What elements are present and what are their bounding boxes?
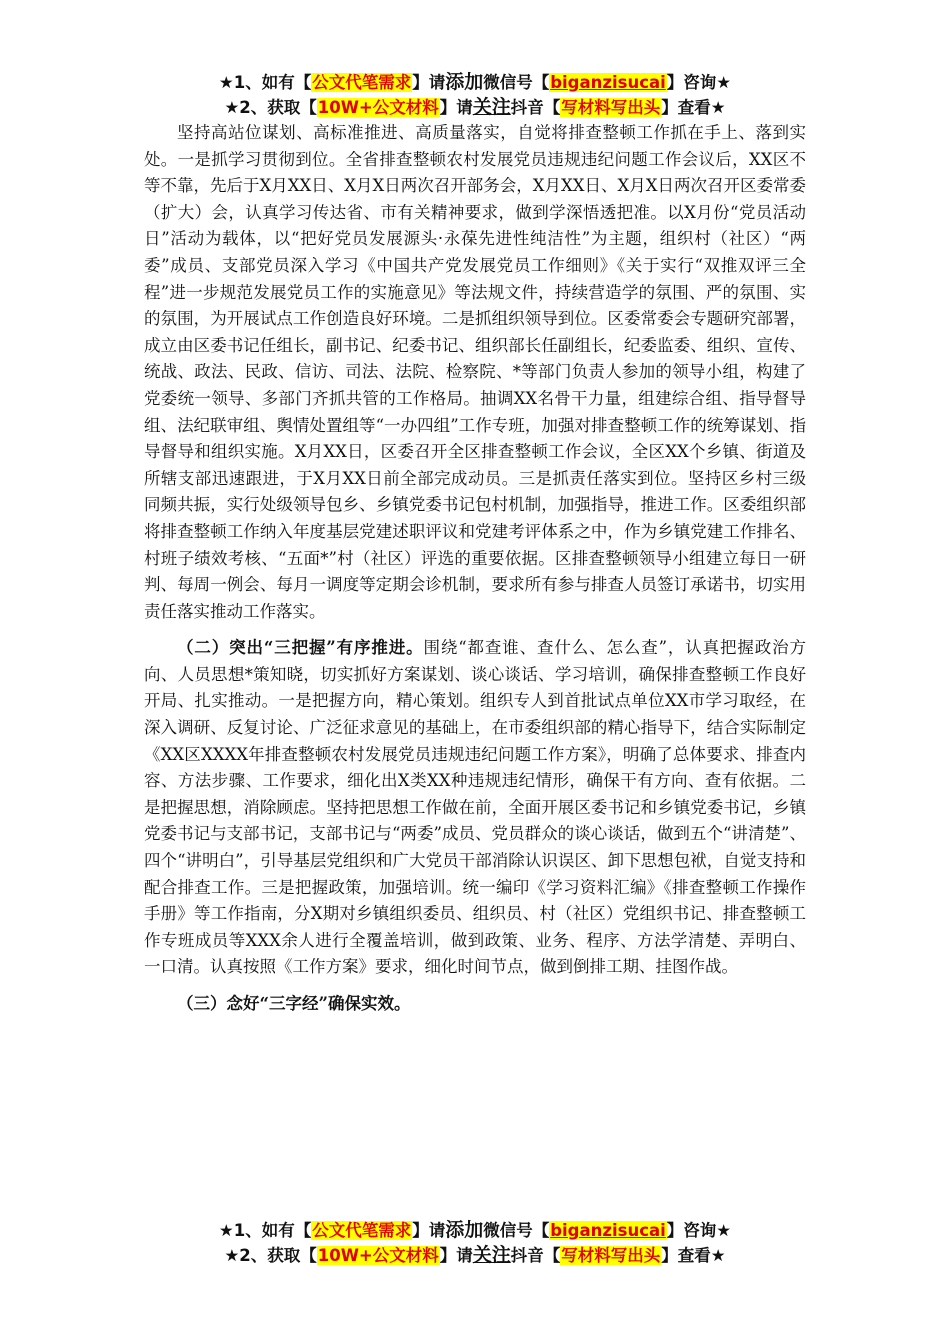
top-banner <box>140 70 810 120</box>
banner-line-2: ★2、获取【10W+公文材料】请关注抖音【写材料写出头】查看★ <box>224 96 726 118</box>
bottom-banner <box>140 1218 810 1268</box>
document-body <box>144 120 806 1018</box>
highlight-douyin[interactable]: 写材料写出头 <box>561 98 661 117</box>
banner-line-2-bottom: ★2、获取【10W+公文材料】请关注抖音【写材料写出头】查看★ <box>224 1244 726 1266</box>
section-heading-3: （三）念好“三字经”确保实效。 <box>177 994 411 1013</box>
paragraph-3 <box>144 991 806 1018</box>
paragraph-1: 坚持高站位谋划、高标准推进、高质量落实，自觉将排查整顿工作抓在手上、落到实处。一是抓学习贯彻到位。全省排查整顿农村发展党员违规违纪问题工作会议后，XX区不等不靠，先后于X月XX日、X月X日两次召开部务会，X月XX日、X月X日两次召开区委常委（扩大）会，认真学习传达省、市有关精神要求，做到学深悟透把准。以X月份“党员活动日”活动为载体，以“把好党员发展源头·永葆先进性纯洁性”为主题，组织村（社区）“两委”成员、支部党员深入学习《中国共产党发展党员工作细则》《关于实行“双推双评三全程”进一步规范发展党员工作的实施意见》等法规文件，持续营造学的氛围、严的氛围、实的氛围，为开展试点工作创造良好环境。二是抓组织领导到位。区委常委会专题研究部署，成立由区委书记任组长，副书记、纪委书记、组织部长任副组长，纪委监委、组织、宣传、统战、政法、民政、信访、司法、法院、检察院、*等部门负责人参加的领导小组，构建了党委统一领导、多部门齐抓共管的工作格局。抽调XX名骨干力量，组建综合组、指导督导组、法纪联审组、舆情处置组等“一办四组”工作专班，加强对排查整顿工作的统筹谋划、指导督导和组织实施。X月XX日，区委召开全区排查整顿工作会议，全区XX个乡镇、街道及所辖支部迅速跟进，于X月XX日前全部完成动员。三是抓责任落实到位。坚持区乡村三级同频共振，实行处级领导包乡、乡镇党委书记包村机制，加强指导，推进工作。区委组织部将排查整顿工作纳入年度基层党建述职评议和党建考评体系之中，作为乡镇党建工作排名、村班子绩效考核、“五面*”村（社区）评选的重要依据。区排查整顿领导小组建立每日一研判、每周一例会、每月一调度等定期会诊机制，要求所有参与排查人员签订承诺书，切实用责任落实推动工作落实。 <box>144 123 806 621</box>
section-heading-2: （二）突出“三把握”有序推进。 <box>177 638 424 658</box>
highlight-service: 公文代笔需求 <box>312 73 412 92</box>
highlight-materials: 10W+公文材料 <box>317 98 439 117</box>
banner-line-1: ★1、如有【公文代笔需求】请添加微信号【biganzisucai】咨询★ <box>218 71 732 93</box>
highlight-wechat-id[interactable]: biganzisucai <box>550 73 666 92</box>
paragraph-2: （二）突出“三把握”有序推进。围绕“都查谁、查什么、怎么查”，认真把握政治方向、人员思想*策知晓，切实抓好方案谋划、谈心谈话、学习培训，确保排查整顿工作良好开局、扎实推动。一是把握方向，精心策划。组织专人到首批试点单位XX市学习取经，在深入调研、反复讨论、广泛征求意见的基础上，在市委组织部的精心指导下，结合实际制定《XX区XXXX年排查整顿农村发展党员违规违纪问题工作方案》，明确了总体要求、排查内容、方法步骤、工作要求，细化出X类XX种违规违纪情形，确保干有方向、查有依据。二是把握思想，消除顾虑。坚持把思想工作做在前，全面开展区委书记和乡镇党委书记，乡镇党委书记与支部书记，支部书记与“两委”成员、党员群众的谈心谈话，做到五个“讲清楚”、四个“讲明白”，引导基层党组织和广大党员干部消除认识误区、卸下思想包袱，自觉支持和配合排查工作。三是把握政策，加强培训。统一编印《学习资料汇编》《排查整顿工作操作手册》等工作指南，分X期对乡镇组织委员、组织员、村（社区）党组织书记、排查整顿工作专班成员等XXX余人进行全覆盖培训，做到政策、业务、程序、方法学清楚、弄明白、一口清。认真按照《工作方案》要求，细化时间节点，做到倒排工期、挂图作战。 <box>144 638 806 977</box>
banner-line-1-bottom: ★1、如有【公文代笔需求】请添加微信号【biganzisucai】咨询★ <box>218 1219 732 1241</box>
